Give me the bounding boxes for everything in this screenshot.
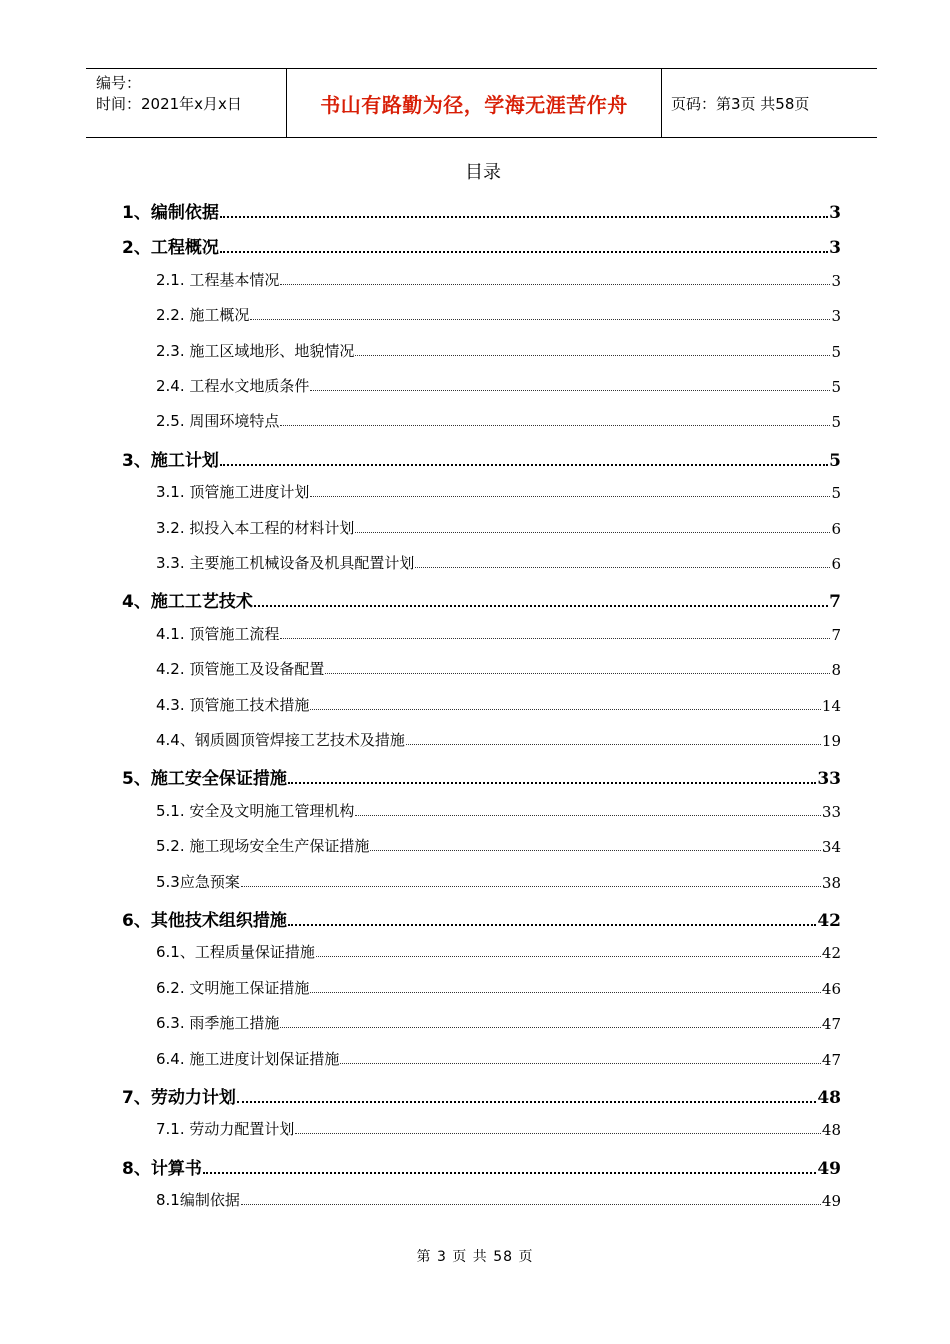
- toc-section-entry[interactable]: [156, 694, 841, 715]
- toc-dot-leader: [237, 1100, 816, 1103]
- toc-dot-leader: [370, 849, 821, 851]
- toc-section-entry[interactable]: [156, 375, 841, 396]
- toc-entry-title: 4.4、钢质圆顶管焊接工艺技术及措施: [156, 731, 405, 749]
- toc-chapter-entry[interactable]: [122, 587, 841, 612]
- toc-section-entry[interactable]: [156, 552, 841, 573]
- toc-section-entry[interactable]: [156, 835, 841, 856]
- toc-section-entry[interactable]: [156, 1189, 841, 1210]
- toc-entry-page-number: 6: [831, 555, 841, 573]
- toc-chapter-entry[interactable]: [122, 1083, 841, 1108]
- toc-entry-title: 6.4. 施工进度计划保证措施: [156, 1049, 340, 1068]
- toc-entry-page-number: 5: [831, 484, 841, 503]
- document-header: [86, 68, 877, 138]
- toc-entry-page-number: 47: [821, 1015, 841, 1034]
- toc-entry-page-number: 3: [831, 271, 841, 290]
- toc-chapter-entry[interactable]: [122, 764, 841, 789]
- toc-dot-leader: [241, 885, 821, 887]
- toc-entry-page-number: 3: [829, 203, 841, 223]
- toc-entry-title: 2.1. 工程基本情况: [156, 270, 280, 289]
- toc-dot-leader: [355, 814, 821, 816]
- toc-title: 目录: [465, 162, 501, 183]
- toc-dot-leader: [280, 424, 830, 426]
- toc-dot-leader: [295, 1132, 821, 1134]
- header-number-label: 编号：: [96, 74, 142, 92]
- toc-entry-title: 3.3. 主要施工机械设备及机具配置计划: [156, 554, 415, 572]
- toc-entry-page-number: 7: [829, 592, 841, 613]
- toc-entry-page-number: 7: [831, 625, 841, 644]
- toc-entry-page-number: 49: [821, 1192, 841, 1211]
- toc-section-entry[interactable]: [156, 517, 841, 538]
- toc-section-entry[interactable]: [156, 481, 841, 502]
- toc-entry-page-number: 5: [829, 450, 841, 471]
- toc-dot-leader: [280, 1026, 821, 1028]
- toc-dot-leader: [280, 637, 830, 639]
- toc-entry-title: 6、其他技术组织措施: [122, 911, 287, 931]
- toc-chapter-entry[interactable]: [122, 233, 841, 258]
- toc-entry-title: 4.3. 顶管施工技术措施: [156, 695, 310, 714]
- toc-dot-leader: [310, 495, 830, 497]
- toc-dot-leader: [355, 354, 830, 356]
- toc-section-entry[interactable]: [156, 410, 841, 431]
- toc-entry-page-number: 19: [821, 732, 841, 750]
- toc-chapter-entry[interactable]: [122, 446, 841, 471]
- toc-dot-leader: [316, 955, 821, 957]
- toc-section-entry[interactable]: [156, 977, 841, 998]
- toc-entry-title: 4、施工工艺技术: [122, 592, 253, 613]
- toc-section-entry[interactable]: [156, 1118, 841, 1139]
- toc-entry-title: 5.3应急预案: [156, 872, 240, 891]
- toc-dot-leader: [280, 283, 830, 285]
- toc-entry-page-number: 8: [831, 661, 841, 680]
- toc-entry-page-number: 5: [831, 413, 841, 432]
- toc-entry-title: 5.1. 安全及文明施工管理机构: [156, 801, 355, 820]
- toc-dot-leader: [325, 672, 830, 674]
- toc-entry-page-number: 6: [831, 519, 841, 538]
- toc-section-entry[interactable]: [156, 1012, 841, 1033]
- toc-entry-page-number: 47: [821, 1050, 841, 1069]
- toc-dot-leader: [288, 781, 816, 784]
- toc-entry-page-number: 48: [817, 1088, 841, 1108]
- toc-chapter-entry[interactable]: [122, 198, 841, 223]
- toc-entry-page-number: 3: [829, 238, 841, 259]
- toc-entry-title: 3、施工计划: [122, 450, 219, 471]
- toc-section-entry[interactable]: [156, 304, 841, 325]
- toc-entry-title: 2.5. 周围环境特点: [156, 412, 280, 431]
- toc-chapter-entry[interactable]: [122, 1154, 841, 1179]
- header-motto: 书山有路勤为径，学海无涯苦作舟: [287, 69, 662, 137]
- toc-dot-leader: [220, 250, 828, 253]
- toc-entry-title: 6.2. 文明施工保证措施: [156, 978, 310, 997]
- toc-section-entry[interactable]: [156, 340, 841, 361]
- page-footer: 第 3 页 共 58 页: [416, 1249, 534, 1265]
- toc-entry-title: 7.1. 劳动力配置计划: [156, 1120, 295, 1139]
- toc-entry-page-number: 33: [821, 802, 841, 821]
- toc-dot-leader: [241, 1203, 821, 1205]
- toc-entry-page-number: 14: [821, 696, 841, 715]
- toc-dot-leader: [406, 743, 821, 745]
- toc-dot-leader: [415, 566, 830, 568]
- toc-section-entry[interactable]: [156, 1048, 841, 1069]
- toc-section-entry[interactable]: [156, 800, 841, 821]
- toc-entry-title: 3.2. 拟投入本工程的材料计划: [156, 518, 355, 537]
- toc-dot-leader: [250, 318, 830, 320]
- toc-entry-title: 6.3. 雨季施工措施: [156, 1014, 280, 1033]
- toc-entry-page-number: 42: [817, 911, 841, 931]
- toc-entry-page-number: 33: [817, 769, 841, 790]
- toc-dot-leader: [310, 991, 821, 993]
- toc-entry-page-number: 34: [821, 838, 841, 857]
- toc-entry-title: 2.4. 工程水文地质条件: [156, 377, 310, 395]
- toc-dot-leader: [310, 708, 821, 710]
- toc-entry-page-number: 5: [831, 342, 841, 361]
- toc-entry-title: 2.3. 施工区域地形、地貌情况: [156, 341, 355, 360]
- toc-entry-title: 8.1编制依据: [156, 1191, 240, 1210]
- toc-section-entry[interactable]: [156, 729, 841, 750]
- toc-entry-title: 8、计算书: [122, 1158, 202, 1179]
- header-time-label: 时间：2021年x月x日: [96, 95, 242, 113]
- toc-section-entry[interactable]: [156, 269, 841, 290]
- toc-section-entry[interactable]: [156, 623, 841, 644]
- toc-entry-title: 7、劳动力计划: [122, 1088, 236, 1108]
- toc-entry-title: 5.2. 施工现场安全生产保证措施: [156, 837, 370, 856]
- toc-dot-leader: [340, 1062, 821, 1064]
- toc-chapter-entry[interactable]: [122, 906, 841, 931]
- toc-section-entry[interactable]: [156, 941, 841, 962]
- header-meta: [86, 69, 287, 137]
- toc-entry-page-number: 42: [821, 944, 841, 963]
- toc-dot-leader: [220, 215, 828, 218]
- toc-entry-title: 2.2. 施工概况: [156, 306, 250, 325]
- toc-entry-page-number: 3: [831, 307, 841, 326]
- toc-section-entry[interactable]: [156, 658, 841, 679]
- header-page-info: 页码：第3页 共58页: [671, 94, 810, 113]
- toc-section-entry[interactable]: [156, 871, 841, 892]
- toc-entry-title: 4.2. 顶管施工及设备配置: [156, 660, 325, 679]
- toc-entry-page-number: 48: [821, 1121, 841, 1140]
- toc-dot-leader: [310, 389, 830, 391]
- toc-entry-page-number: 5: [831, 378, 841, 396]
- toc-entry-title: 6.1、工程质量保证措施: [156, 943, 315, 962]
- toc-entry-page-number: 38: [821, 873, 841, 892]
- toc-entry-page-number: 46: [821, 979, 841, 998]
- toc-entry-title: 4.1. 顶管施工流程: [156, 624, 280, 643]
- toc-dot-leader: [355, 531, 830, 533]
- toc-entry-title: 5、施工安全保证措施: [122, 769, 287, 790]
- toc-entry-title: 1、编制依据: [122, 203, 219, 223]
- toc-dot-leader: [220, 463, 828, 466]
- toc-dot-leader: [288, 923, 816, 926]
- toc-entry-title: 3.1. 顶管施工进度计划: [156, 483, 310, 502]
- toc-dot-leader: [203, 1171, 816, 1174]
- toc-entry-page-number: 49: [817, 1158, 841, 1179]
- toc-dot-leader: [254, 604, 828, 607]
- toc-entry-title: 2、工程概况: [122, 238, 219, 259]
